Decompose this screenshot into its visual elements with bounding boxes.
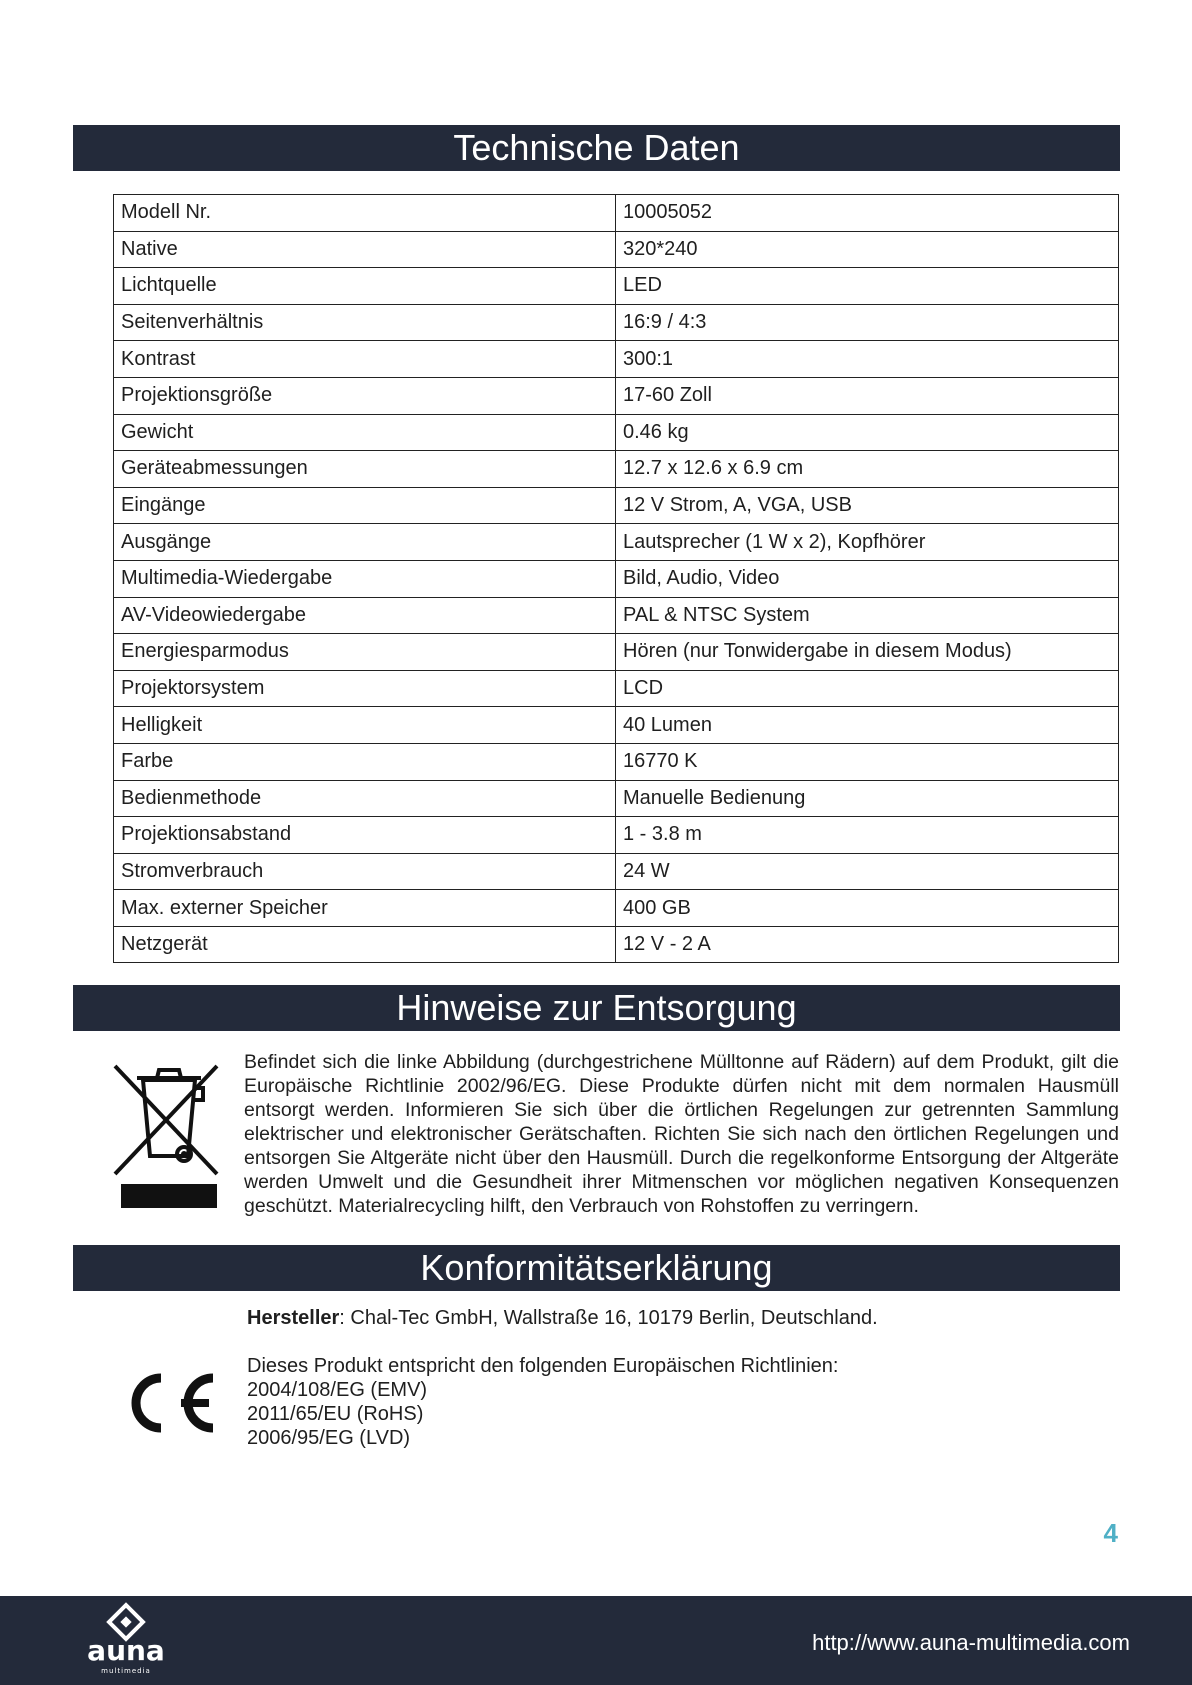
spec-label: Multimedia-Wiedergabe	[114, 560, 616, 597]
specs-section-title: Technische Daten	[73, 125, 1120, 171]
spec-label: Ausgänge	[114, 524, 616, 561]
spec-row	[114, 304, 1119, 341]
specs-table-body	[114, 195, 1119, 963]
page-number: 4	[1103, 1518, 1118, 1548]
crossed-out-wheelie-bin-icon	[113, 1058, 223, 1210]
spec-row	[114, 780, 1119, 817]
spec-label: Geräteabmessungen	[114, 451, 616, 488]
spec-label: Max. externer Speicher	[114, 890, 616, 927]
logo-subtext: multimedia	[101, 1667, 151, 1675]
spec-row	[114, 195, 1119, 232]
spec-label: Eingänge	[114, 487, 616, 524]
spec-value: Lautsprecher (1 W x 2), Kopfhörer	[616, 524, 1119, 561]
spec-row	[114, 743, 1119, 780]
website-url[interactable]: http://www.auna-multimedia.com	[812, 1630, 1130, 1655]
spec-label: Projektorsystem	[114, 670, 616, 707]
spec-value: 24 W	[616, 853, 1119, 890]
spec-row	[114, 597, 1119, 634]
spec-label: Helligkeit	[114, 707, 616, 744]
manufacturer-value: : Chal-Tec GmbH, Wallstraße 16, 10179 Berlin, Deutschland.	[339, 1307, 878, 1329]
spec-row	[114, 853, 1119, 890]
disposal-section-title: Hinweise zur Entsorgung	[73, 985, 1120, 1031]
spec-label: Stromverbrauch	[114, 853, 616, 890]
ce-mark-icon	[121, 1370, 217, 1436]
spec-label: Gewicht	[114, 414, 616, 451]
spec-value: 12 V - 2 A	[616, 926, 1119, 963]
logo-text: auna	[87, 1634, 165, 1667]
conformity-block	[247, 1306, 1107, 1450]
spec-row	[114, 524, 1119, 561]
spec-label: Projektionsgröße	[114, 377, 616, 414]
spec-row	[114, 268, 1119, 305]
spec-value: 300:1	[616, 341, 1119, 378]
spec-value: 12.7 x 12.6 x 6.9 cm	[616, 451, 1119, 488]
manufacturer-line	[247, 1306, 1107, 1330]
spec-label: Projektionsabstand	[114, 817, 616, 854]
spec-row	[114, 707, 1119, 744]
spec-value: 12 V Strom, A, VGA, USB	[616, 487, 1119, 524]
spec-value: LED	[616, 268, 1119, 305]
spec-row	[114, 487, 1119, 524]
spec-row	[114, 451, 1119, 488]
spec-row	[114, 817, 1119, 854]
spec-value: 400 GB	[616, 890, 1119, 927]
spec-value: 10005052	[616, 195, 1119, 232]
spec-row	[114, 634, 1119, 671]
spec-row	[114, 670, 1119, 707]
spec-row	[114, 560, 1119, 597]
spec-value: Bild, Audio, Video	[616, 560, 1119, 597]
manufacturer-label: Hersteller	[247, 1307, 340, 1329]
conformity-section-title: Konformitätserklärung	[73, 1245, 1120, 1291]
spec-value: 16770 K	[616, 743, 1119, 780]
spec-label: Energiesparmodus	[114, 634, 616, 671]
spec-row	[114, 926, 1119, 963]
spec-row	[114, 414, 1119, 451]
spec-value: Hören (nur Tonwidergabe in diesem Modus)	[616, 634, 1119, 671]
spec-label: Seitenverhältnis	[114, 304, 616, 341]
footer	[0, 1596, 1192, 1685]
directive-item: 2011/65/EU (RoHS)	[247, 1403, 424, 1425]
spec-value: PAL & NTSC System	[616, 597, 1119, 634]
spec-value: LCD	[616, 670, 1119, 707]
spec-label: AV-Videowiedergabe	[114, 597, 616, 634]
spec-label: Bedienmethode	[114, 780, 616, 817]
directive-item: 2006/95/EG (LVD)	[247, 1427, 411, 1449]
spec-value: 0.46 kg	[616, 414, 1119, 451]
spec-row	[114, 231, 1119, 268]
spec-label: Lichtquelle	[114, 268, 616, 305]
spec-value: 17-60 Zoll	[616, 377, 1119, 414]
spec-row	[114, 341, 1119, 378]
spec-label: Native	[114, 231, 616, 268]
spec-value: Manuelle Bedienung	[616, 780, 1119, 817]
spec-value: 40 Lumen	[616, 707, 1119, 744]
spec-label: Netzgerät	[114, 926, 616, 963]
spec-label: Modell Nr.	[114, 195, 616, 232]
spec-value: 1 - 3.8 m	[616, 817, 1119, 854]
spec-label: Farbe	[114, 743, 616, 780]
spec-value: 16:9 / 4:3	[616, 304, 1119, 341]
auna-logo	[70, 1602, 182, 1678]
specs-table	[113, 194, 1119, 963]
spec-row	[114, 890, 1119, 927]
spec-label: Kontrast	[114, 341, 616, 378]
spec-value: 320*240	[616, 231, 1119, 268]
directives-intro: Dieses Produkt entspricht den folgenden Europäischen Richtlinien:	[247, 1355, 839, 1377]
spec-row	[114, 377, 1119, 414]
directive-item: 2004/108/EG (EMV)	[247, 1379, 428, 1401]
disposal-text: Befindet sich die linke Abbildung (durchgestrichene Mülltonne auf Rädern) auf dem Produkt, gilt die Europäische Richtlinie 2002/96/EG. Diese Produkte dürfen nicht mit dem normalen Hausmüll entsorgt werden. Informieren Sie sich über die örtlichen Regelungen zur getrennten Sammlung elektrischer und elektronischer Gerätschaften. Richten Sie sich nach den örtlichen Regelungen und entsorgen Sie Altgeräte nicht über den Hausmüll. Durch die regelkonforme Entsorgung der Altgeräte werden Umwelt und die Gesundheit ihrer Mitmenschen vor möglichen negativen Konsequenzen geschützt. Materialrecycling hilft, den Verbrauch von Rohstoffen zu verringern.	[244, 1051, 1119, 1217]
